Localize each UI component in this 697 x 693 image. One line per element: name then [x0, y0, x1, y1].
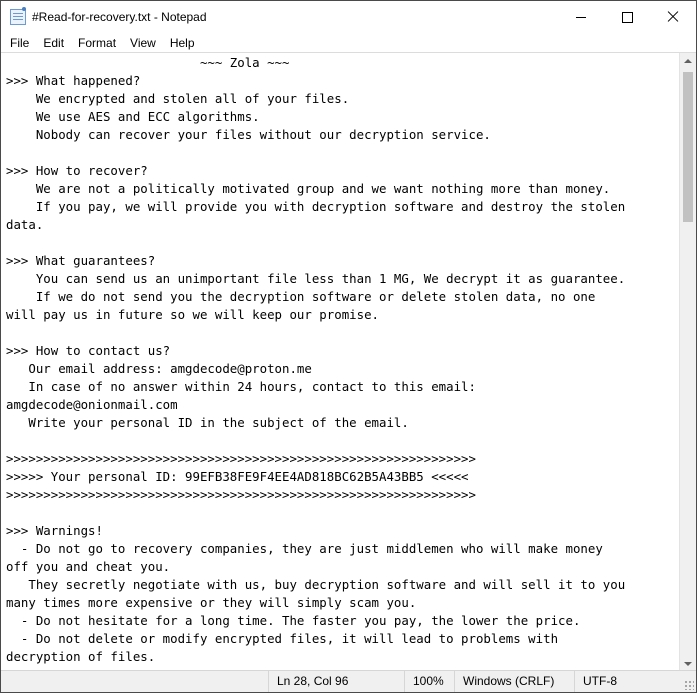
close-icon [667, 11, 679, 23]
text-line: off you and cheat you. [6, 559, 171, 574]
text-line: We use AES and ECC algorithms. [6, 109, 260, 124]
maximize-button[interactable] [604, 1, 650, 33]
text-line: >>> What guarantees? [6, 253, 156, 268]
minimize-button[interactable] [558, 1, 604, 33]
menu-edit[interactable]: Edit [43, 35, 65, 50]
menu-format[interactable]: Format [78, 35, 117, 50]
text-line: >>>>>>>>>>>>>>>>>>>>>>>>>>>>>>>>>>>>>>>>>>>>>>>>>>>>>>>>>>>>>>> [6, 451, 476, 466]
text-line: >>> How to contact us? [6, 343, 171, 358]
text-line: You can send us an unimportant file less than 1 MG, We decrypt it as guarantee. [6, 271, 626, 286]
text-line: >>>>> Your personal ID: 99EFB38FE9F4EE4AD818BC62B5A43BB5 <<<<< [6, 469, 469, 484]
encoding: UTF-8 [574, 671, 684, 692]
editor-area [1, 52, 696, 672]
text-line: In case of no answer within 24 hours, contact to this email: [6, 379, 476, 394]
status-bar [1, 670, 696, 692]
line-ending: Windows (CRLF) [454, 671, 574, 692]
text-line: They secretly negotiate with us, buy decryption software and will sell it to you [6, 577, 626, 592]
text-line: - Do not go to recovery companies, they are just middlemen who will make money [6, 541, 603, 556]
scroll-up-arrow-icon[interactable] [680, 53, 696, 70]
title-bar[interactable] [1, 1, 696, 33]
text-line: If we do not send you the decryption software or delete stolen data, no one [6, 289, 596, 304]
text-line: >>> What happened? [6, 73, 141, 88]
text-line: >>> Warnings! [6, 523, 103, 538]
cursor-position: Ln 28, Col 96 [268, 671, 404, 692]
menu-file[interactable]: File [10, 35, 30, 50]
menu-view[interactable]: View [130, 35, 156, 50]
minimize-icon [576, 17, 586, 18]
text-line: Our email address: amgdecode@proton.me [6, 361, 312, 376]
text-line: Nobody can recover your files without our decryption service. [6, 127, 491, 142]
text-line: ~~~ Zola ~~~ [6, 55, 290, 70]
text-line: amgdecode@onionmail.com [6, 397, 178, 412]
scroll-thumb[interactable] [683, 72, 693, 222]
text-line: data. [6, 217, 44, 232]
text-line: We encrypted and stolen all of your files. [6, 91, 350, 106]
text-line: decryption of files. [6, 649, 156, 664]
text-line: many times more expensive or they will simply scam you. [6, 595, 417, 610]
document-text [1, 53, 678, 666]
text-line: Write your personal ID in the subject of the email. [6, 415, 409, 430]
text-line: will pay us in future so we will keep our promise. [6, 307, 379, 322]
maximize-icon [622, 12, 633, 23]
menu-bar [1, 33, 696, 52]
resize-grip-icon[interactable] [684, 680, 694, 690]
text-line: >>>>>>>>>>>>>>>>>>>>>>>>>>>>>>>>>>>>>>>>>>>>>>>>>>>>>>>>>>>>>>> [6, 487, 476, 502]
text-line: >>> How to recover? [6, 163, 148, 178]
text-line: We are not a politically motivated group and we want nothing more than money. [6, 181, 611, 196]
menu-help[interactable]: Help [169, 35, 195, 50]
text-line: If you pay, we will provide you with decryption software and destroy the stolen [6, 199, 626, 214]
text-line: - Do not hesitate for a long time. The faster you pay, the lower the price. [6, 613, 581, 628]
notepad-icon [10, 9, 26, 25]
window-title: #Read-for-recovery.txt - Notepad [32, 10, 207, 24]
text-line: - Do not delete or modify encrypted files, it will lead to problems with [6, 631, 559, 646]
zoom-level: 100% [404, 671, 454, 692]
vertical-scrollbar[interactable] [679, 53, 696, 672]
close-button[interactable] [650, 1, 696, 33]
text-editor[interactable] [1, 53, 678, 672]
